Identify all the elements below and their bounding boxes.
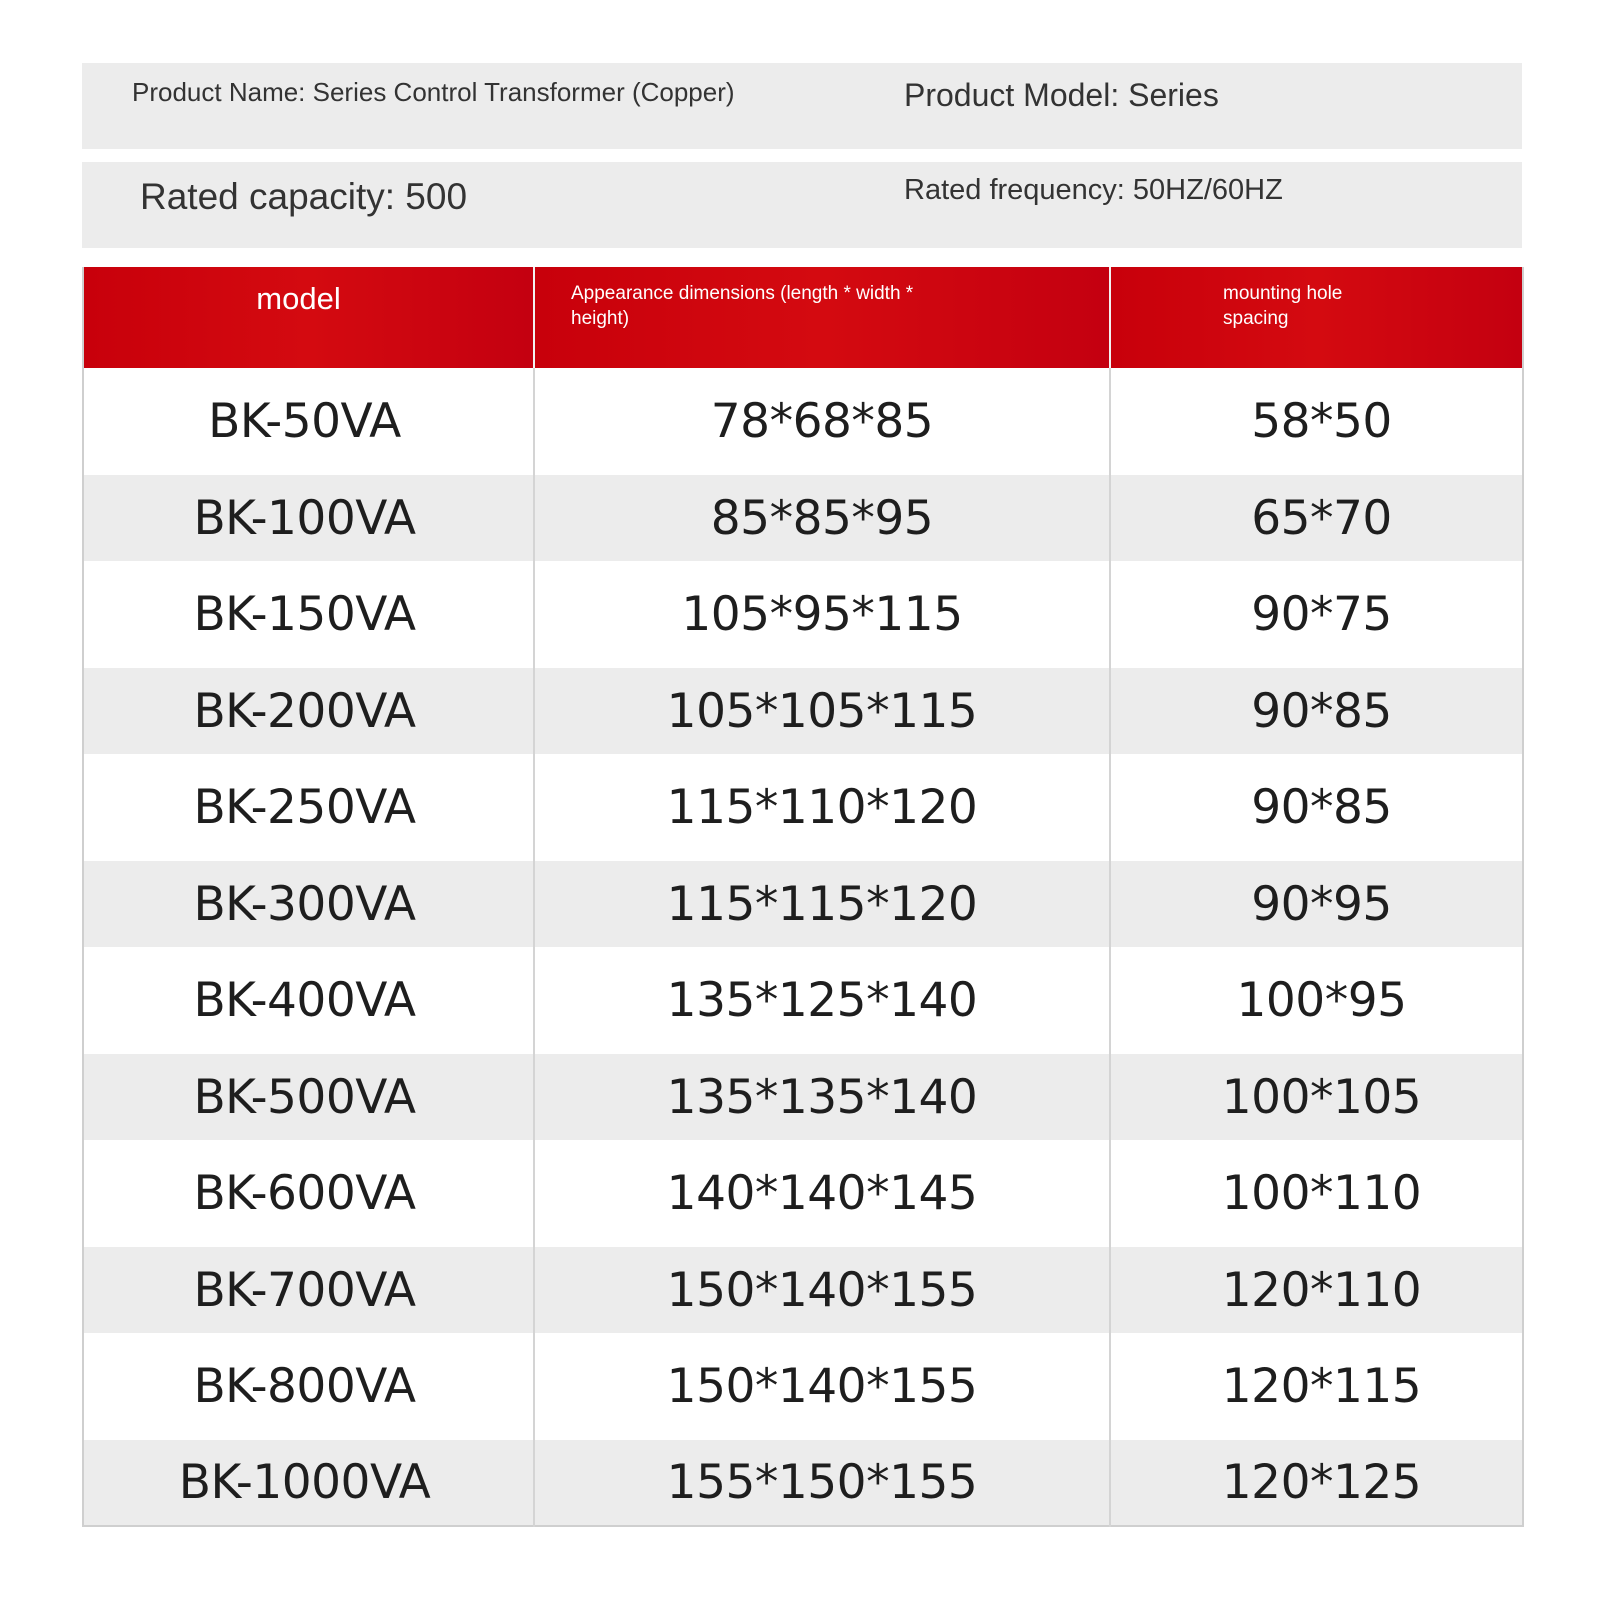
table-row [83, 1140, 1523, 1247]
header-dimensions-line1: Appearance dimensions (length * width * [571, 283, 914, 304]
table-row [83, 754, 1523, 861]
model-cell: BK-700VA [83, 1247, 534, 1333]
header-dimensions [534, 267, 1110, 368]
table-row [83, 561, 1523, 668]
model-cell: BK-400VA [83, 947, 534, 1054]
model-cell: BK-50VA [83, 368, 534, 475]
table-header-row [83, 267, 1523, 368]
hole-spacing-cell: 120*125 [1221, 1455, 1422, 1510]
dimensions-cell: 150*140*155 [534, 1247, 1110, 1333]
hole-spacing-cell: 100*110 [1221, 1166, 1422, 1221]
dimensions-cell: 150*140*155 [534, 1333, 1110, 1440]
rated-capacity: Rated capacity: 500 [140, 176, 468, 217]
table-row [83, 947, 1523, 1054]
rating-info-bar [82, 162, 1522, 248]
dimensions-cell: 155*150*155 [534, 1440, 1110, 1526]
model-cell: BK-200VA [83, 668, 534, 754]
model-cell: BK-250VA [83, 754, 534, 861]
hole-spacing-cell: 90*85 [1251, 683, 1392, 739]
header-hole-spacing [1110, 267, 1523, 368]
table-row [83, 475, 1523, 561]
model-cell: BK-150VA [83, 561, 534, 668]
hole-spacing-cell: 58*50 [1251, 394, 1392, 449]
table-row [83, 1247, 1523, 1333]
dimensions-cell: 115*115*120 [534, 861, 1110, 947]
header-model [83, 267, 534, 368]
hole-spacing-cell: 90*85 [1251, 780, 1392, 835]
header-hole-line1: mounting hole [1223, 283, 1343, 304]
product-model: Product Model: Series [904, 77, 1219, 113]
dimensions-cell: 105*105*115 [534, 668, 1110, 754]
hole-spacing-cell: 65*70 [1251, 490, 1392, 546]
hole-spacing-cell: 120*115 [1221, 1359, 1422, 1414]
table-row [83, 1440, 1523, 1526]
dimensions-cell: 140*140*145 [534, 1140, 1110, 1247]
dimensions-cell: 105*95*115 [534, 561, 1110, 668]
header-dimensions-line2: height) [571, 308, 630, 329]
model-cell: BK-800VA [83, 1333, 534, 1440]
header-model-label: model [256, 281, 341, 316]
model-cell: BK-1000VA [83, 1440, 534, 1526]
table-body [83, 368, 1523, 1526]
hole-spacing-cell: 90*95 [1251, 876, 1392, 932]
dimensions-cell: 115*110*120 [534, 754, 1110, 861]
dimensions-cell: 78*68*85 [534, 368, 1110, 475]
model-cell: BK-300VA [83, 861, 534, 947]
header-hole-line2: spacing [1223, 308, 1289, 329]
specification-table [82, 267, 1524, 1527]
dimensions-cell: 85*85*95 [534, 475, 1110, 561]
hole-spacing-cell: 120*110 [1221, 1262, 1422, 1318]
dimensions-cell: 135*125*140 [534, 947, 1110, 1054]
model-cell: BK-500VA [83, 1054, 534, 1140]
model-cell: BK-600VA [83, 1140, 534, 1247]
rated-frequency: Rated frequency: 50HZ/60HZ [904, 174, 1283, 206]
model-cell: BK-100VA [83, 475, 534, 561]
table-row [83, 668, 1523, 754]
product-info-bar [82, 63, 1522, 149]
table-row [83, 1054, 1523, 1140]
hole-spacing-cell: 90*75 [1251, 587, 1392, 642]
hole-spacing-cell: 100*95 [1236, 973, 1407, 1028]
table-row [83, 861, 1523, 947]
table-row [83, 1333, 1523, 1440]
product-name: Product Name: Series Control Transformer (Copper) [132, 77, 735, 107]
dimensions-cell: 135*135*140 [534, 1054, 1110, 1140]
hole-spacing-cell: 100*105 [1221, 1069, 1422, 1125]
table-row [83, 368, 1523, 475]
